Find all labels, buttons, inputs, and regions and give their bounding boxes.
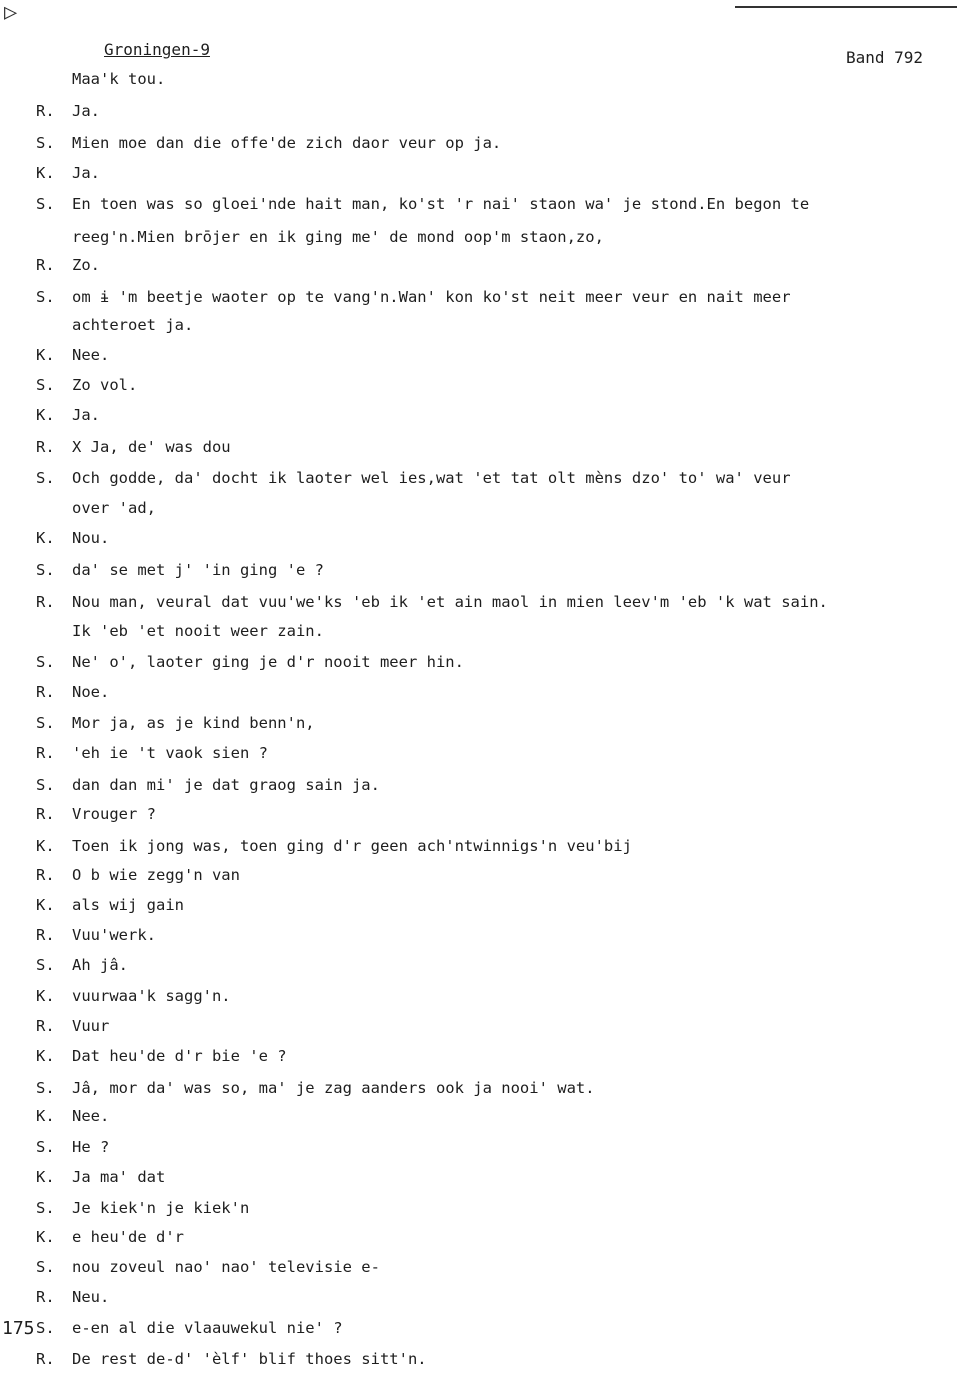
line-text: nou zoveul nao' nao' televisie e- bbox=[72, 1258, 380, 1276]
line-text: Dat heu'de d'r bie 'e ? bbox=[72, 1047, 287, 1065]
transcript-line bbox=[36, 774, 956, 796]
line-text: Vuu'werk. bbox=[72, 926, 156, 944]
transcript-line bbox=[36, 985, 956, 1007]
speaker-label: S. bbox=[36, 288, 55, 306]
transcript-line bbox=[36, 1166, 956, 1188]
transcript-line bbox=[36, 286, 956, 308]
line-text: Nou. bbox=[72, 529, 110, 547]
line-text: over 'ad, bbox=[72, 499, 156, 517]
line-text: 'eh ie 't vaok sien ? bbox=[72, 744, 268, 762]
corner-mark: ▷ bbox=[4, 0, 18, 25]
transcript-line bbox=[36, 591, 956, 613]
line-text: da' se met j' 'in ging 'e ? bbox=[72, 561, 324, 579]
line-text: Nou man, veural dat vuu'we'ks 'eb ik 'et ain maol in mien leev'm 'eb 'k wat sain. bbox=[72, 593, 828, 611]
transcript-line bbox=[36, 835, 956, 857]
speaker-label: S. bbox=[36, 1319, 55, 1337]
line-text: als wij gain bbox=[72, 896, 184, 914]
transcript-line bbox=[36, 712, 956, 734]
speaker-label: K. bbox=[36, 529, 55, 547]
transcript-line bbox=[36, 1226, 956, 1248]
speaker-label: K. bbox=[36, 406, 55, 424]
speaker-label: K. bbox=[36, 837, 55, 855]
location-heading: Groningen-9 bbox=[104, 40, 210, 59]
speaker-label: S. bbox=[36, 469, 55, 487]
transcript-line bbox=[36, 162, 956, 184]
speaker-label: S. bbox=[36, 1138, 55, 1156]
transcript-line bbox=[36, 254, 956, 276]
transcript-line bbox=[36, 467, 956, 489]
speaker-label: R. bbox=[36, 256, 55, 274]
line-text: Nee. bbox=[72, 1107, 110, 1125]
speaker-label: S. bbox=[36, 714, 55, 732]
speaker-label: R. bbox=[36, 683, 55, 701]
line-text: reeg'n.Mien brōjer en ik ging me' de mond oop'm staon,zo, bbox=[72, 228, 604, 246]
line-text: Neu. bbox=[72, 1288, 110, 1306]
speaker-label: S. bbox=[36, 1199, 55, 1217]
transcript-line bbox=[72, 620, 973, 642]
line-text: dan dan mi' je dat graog sain ja. bbox=[72, 776, 380, 794]
line-text: De rest de-d' 'èlf' blif thoes sitt'n. bbox=[72, 1350, 427, 1368]
speaker-label: K. bbox=[36, 1168, 55, 1186]
line-text: Ne' o', laoter ging je d'r nooit meer hin. bbox=[72, 653, 464, 671]
speaker-label: R. bbox=[36, 1350, 55, 1368]
line-text: Mien moe dan die offe'de zich daor veur op ja. bbox=[72, 134, 502, 152]
line-text: X Ja, de' was dou bbox=[72, 438, 231, 456]
transcript-line bbox=[36, 404, 956, 426]
transcript-line bbox=[36, 1348, 956, 1370]
transcript-line bbox=[36, 1015, 956, 1037]
speaker-label: S. bbox=[36, 1258, 55, 1276]
speaker-label: R. bbox=[36, 438, 55, 456]
speaker-label: R. bbox=[36, 866, 55, 884]
transcript-line bbox=[72, 497, 973, 519]
transcript-line bbox=[36, 1286, 956, 1308]
transcript-line bbox=[36, 100, 956, 122]
speaker-label: R. bbox=[36, 593, 55, 611]
transcript-line bbox=[36, 559, 956, 581]
line-text: Och godde, da' docht ik laoter wel ies,wat 'et tat olt mèns dzo' to' wa' veur bbox=[72, 469, 791, 487]
line-text: Ja. bbox=[72, 102, 100, 120]
transcript-line bbox=[36, 132, 956, 154]
line-text: Vuur bbox=[72, 1017, 110, 1035]
transcript-line bbox=[36, 1045, 956, 1067]
line-text: e-en al die vlaauwekul nie' ? bbox=[72, 1319, 343, 1337]
speaker-label: K. bbox=[36, 1228, 55, 1246]
line-text: He ? bbox=[72, 1138, 110, 1156]
speaker-label: S. bbox=[36, 653, 55, 671]
speaker-label: R. bbox=[36, 1017, 55, 1035]
speaker-label: S. bbox=[36, 376, 55, 394]
transcript-line bbox=[36, 436, 956, 458]
transcript-line bbox=[36, 344, 956, 366]
transcript-line bbox=[36, 1317, 956, 1339]
line-text: achteroet ja. bbox=[72, 316, 194, 334]
line-text: Mor ja, as je kind benn'n, bbox=[72, 714, 315, 732]
transcript-line bbox=[36, 193, 956, 215]
transcript-line bbox=[36, 374, 956, 396]
line-text: Ah jâ. bbox=[72, 956, 128, 974]
line-text: Zo. bbox=[72, 256, 100, 274]
transcript-line bbox=[72, 68, 973, 90]
line-text: Maa'k tou. bbox=[72, 70, 166, 88]
speaker-label: R. bbox=[36, 744, 55, 762]
speaker-label: S. bbox=[36, 195, 55, 213]
transcript-line bbox=[36, 864, 956, 886]
tape-number: Band 792 bbox=[846, 48, 924, 67]
line-text: Jâ, mor da' was so, ma' je zag aanders ook ja nooi' wat. bbox=[72, 1079, 595, 1097]
line-text: e heu'de d'r bbox=[72, 1228, 184, 1246]
line-text: O b wie zegg'n van bbox=[72, 866, 240, 884]
transcript-line bbox=[36, 1105, 956, 1127]
speaker-label: S. bbox=[36, 776, 55, 794]
line-text: Ja. bbox=[72, 164, 100, 182]
page-number: 175 bbox=[2, 1318, 35, 1339]
transcript-line bbox=[36, 681, 956, 703]
transcript-line bbox=[36, 742, 956, 764]
transcript-line bbox=[36, 954, 956, 976]
line-text: Toen ik jong was, toen ging d'r geen ach'ntwinnigs'n veu'bij bbox=[72, 837, 632, 855]
speaker-label: R. bbox=[36, 1288, 55, 1306]
transcript-line bbox=[36, 1077, 956, 1099]
line-text: Zo vol. bbox=[72, 376, 138, 394]
transcript-line bbox=[36, 1256, 956, 1278]
line-text: Ja. bbox=[72, 406, 100, 424]
speaker-label: S. bbox=[36, 561, 55, 579]
transcript-line bbox=[36, 924, 956, 946]
line-text: En toen was so gloei'nde hait man, ko'st 'r nai' staon wa' je stond.En begon te bbox=[72, 195, 810, 213]
line-text: vuurwaa'k sagg'n. bbox=[72, 987, 231, 1005]
line-text: Vrouger ? bbox=[72, 805, 156, 823]
line-text: Ja ma' dat bbox=[72, 1168, 166, 1186]
line-text: Ik 'eb 'et nooit weer zain. bbox=[72, 622, 324, 640]
line-text: Noe. bbox=[72, 683, 110, 701]
speaker-label: S. bbox=[36, 1079, 55, 1097]
transcript-line bbox=[72, 226, 973, 248]
speaker-label: S. bbox=[36, 956, 55, 974]
speaker-label: R. bbox=[36, 805, 55, 823]
transcript-line bbox=[36, 1136, 956, 1158]
speaker-label: S. bbox=[36, 134, 55, 152]
speaker-label: R. bbox=[36, 102, 55, 120]
transcript-line bbox=[36, 894, 956, 916]
speaker-label: R. bbox=[36, 926, 55, 944]
speaker-label: K. bbox=[36, 1047, 55, 1065]
transcript-line bbox=[36, 1197, 956, 1219]
speaker-label: K. bbox=[36, 346, 55, 364]
transcript-line bbox=[36, 803, 956, 825]
transcript-line bbox=[36, 651, 956, 673]
speaker-label: K. bbox=[36, 164, 55, 182]
speaker-label: K. bbox=[36, 1107, 55, 1125]
speaker-label: K. bbox=[36, 896, 55, 914]
transcript-line bbox=[72, 314, 973, 336]
transcript-line bbox=[36, 527, 956, 549]
line-text: om ɨ 'm beetje waoter op te vang'n.Wan' kon ko'st neit meer veur en nait meer bbox=[72, 288, 791, 306]
top-rule bbox=[735, 6, 957, 8]
line-text: Nee. bbox=[72, 346, 110, 364]
line-text: Je kiek'n je kiek'n bbox=[72, 1199, 250, 1217]
speaker-label: K. bbox=[36, 987, 55, 1005]
